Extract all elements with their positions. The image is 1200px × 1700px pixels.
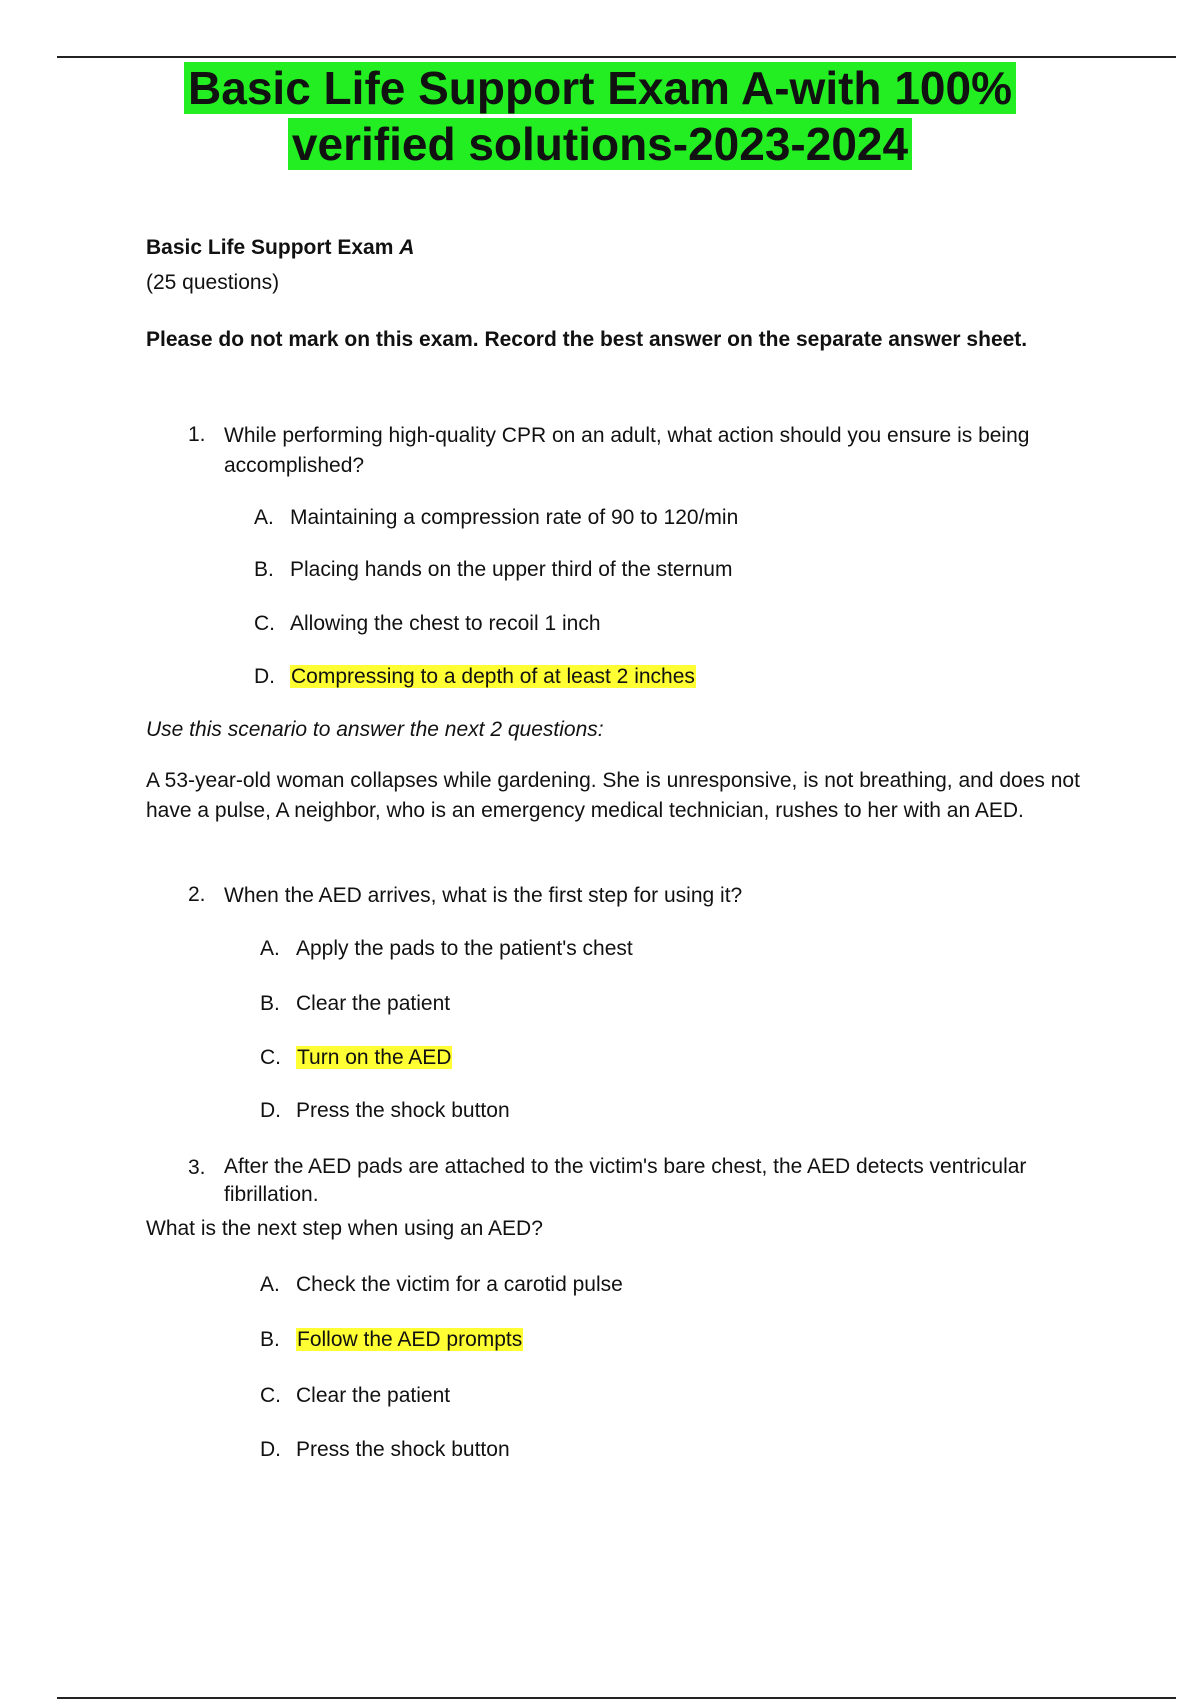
option-letter: C. bbox=[260, 1046, 281, 1069]
option-letter: A. bbox=[254, 506, 274, 529]
exam-name-suffix: A bbox=[399, 236, 415, 259]
document-title bbox=[0, 60, 1200, 172]
question-3-continuation: What is the next step when using an AED? bbox=[146, 1217, 543, 1240]
bottom-rule bbox=[57, 1697, 1176, 1699]
option-letter: D. bbox=[260, 1438, 281, 1461]
option-letter: B. bbox=[260, 992, 280, 1015]
exam-name-text: Basic Life Support Exam bbox=[146, 236, 394, 259]
option-letter: D. bbox=[254, 665, 275, 688]
scenario-intro: Use this scenario to answer the next 2 questions: bbox=[146, 718, 604, 741]
question-2-text: When the AED arrives, what is the first step for using it? bbox=[224, 884, 743, 907]
question-1-option-c bbox=[254, 612, 601, 636]
question-2-number: 2. bbox=[188, 883, 206, 906]
question-3-option-a bbox=[260, 1273, 623, 1297]
question-3-option-c bbox=[260, 1384, 450, 1408]
question-2-option-b bbox=[260, 992, 450, 1016]
option-letter: B. bbox=[254, 558, 274, 581]
option-letter: B. bbox=[260, 1328, 280, 1351]
option-letter: D. bbox=[260, 1099, 281, 1122]
option-text-highlighted: Follow the AED prompts bbox=[297, 1328, 523, 1351]
question-1-text: While performing high-quality CPR on an adult, what action should you ensure is being accomplished? bbox=[224, 424, 1030, 477]
question-3-option-d bbox=[260, 1438, 510, 1462]
question-3-number: 3. bbox=[188, 1156, 206, 1179]
option-text: Clear the patient bbox=[296, 1384, 451, 1407]
title-line-2: verified solutions-2023-2024 bbox=[288, 118, 912, 170]
question-2-option-c bbox=[260, 1046, 452, 1070]
question-1-option-a bbox=[254, 506, 738, 530]
exam-name bbox=[146, 236, 414, 260]
question-2-option-d bbox=[260, 1099, 510, 1123]
option-letter: C. bbox=[254, 612, 275, 635]
question-3-text: After the AED pads are attached to the victim's bare chest, the AED detects ventricular fibrillation. bbox=[224, 1155, 1027, 1206]
option-text-highlighted: Compressing to a depth of at least 2 inches bbox=[291, 665, 695, 688]
question-1-option-d bbox=[254, 665, 696, 689]
option-text: Clear the patient bbox=[296, 992, 451, 1015]
question-3-option-b bbox=[260, 1328, 523, 1352]
question-count: (25 questions) bbox=[146, 271, 280, 294]
option-letter: A. bbox=[260, 1273, 280, 1296]
question-1-option-b bbox=[254, 558, 732, 582]
option-text: Maintaining a compression rate of 90 to 120/min bbox=[290, 506, 739, 529]
question-1-number: 1. bbox=[188, 423, 206, 446]
option-letter: A. bbox=[260, 937, 280, 960]
question-2-option-a bbox=[260, 937, 633, 961]
option-text: Allowing the chest to recoil 1 inch bbox=[290, 612, 601, 635]
option-text-highlighted: Turn on the AED bbox=[297, 1046, 452, 1069]
top-rule bbox=[57, 56, 1176, 58]
scenario-text: A 53-year-old woman collapses while gardening. She is unresponsive, is not breathing, and does not have a pulse, A neighbor, who is an emergency medical technician, rushes to her with an AED. bbox=[146, 769, 1080, 822]
option-letter: C. bbox=[260, 1384, 281, 1407]
option-text: Check the victim for a carotid pulse bbox=[296, 1273, 623, 1296]
option-text: Placing hands on the upper third of the sternum bbox=[290, 558, 733, 581]
option-text: Apply the pads to the patient's chest bbox=[296, 937, 633, 960]
option-text: Press the shock button bbox=[296, 1099, 510, 1122]
option-text: Press the shock button bbox=[296, 1438, 510, 1461]
title-line-1: Basic Life Support Exam A-with 100% bbox=[184, 62, 1016, 114]
exam-instructions: Please do not mark on this exam. Record the best answer on the separate answer sheet. bbox=[146, 328, 1028, 351]
